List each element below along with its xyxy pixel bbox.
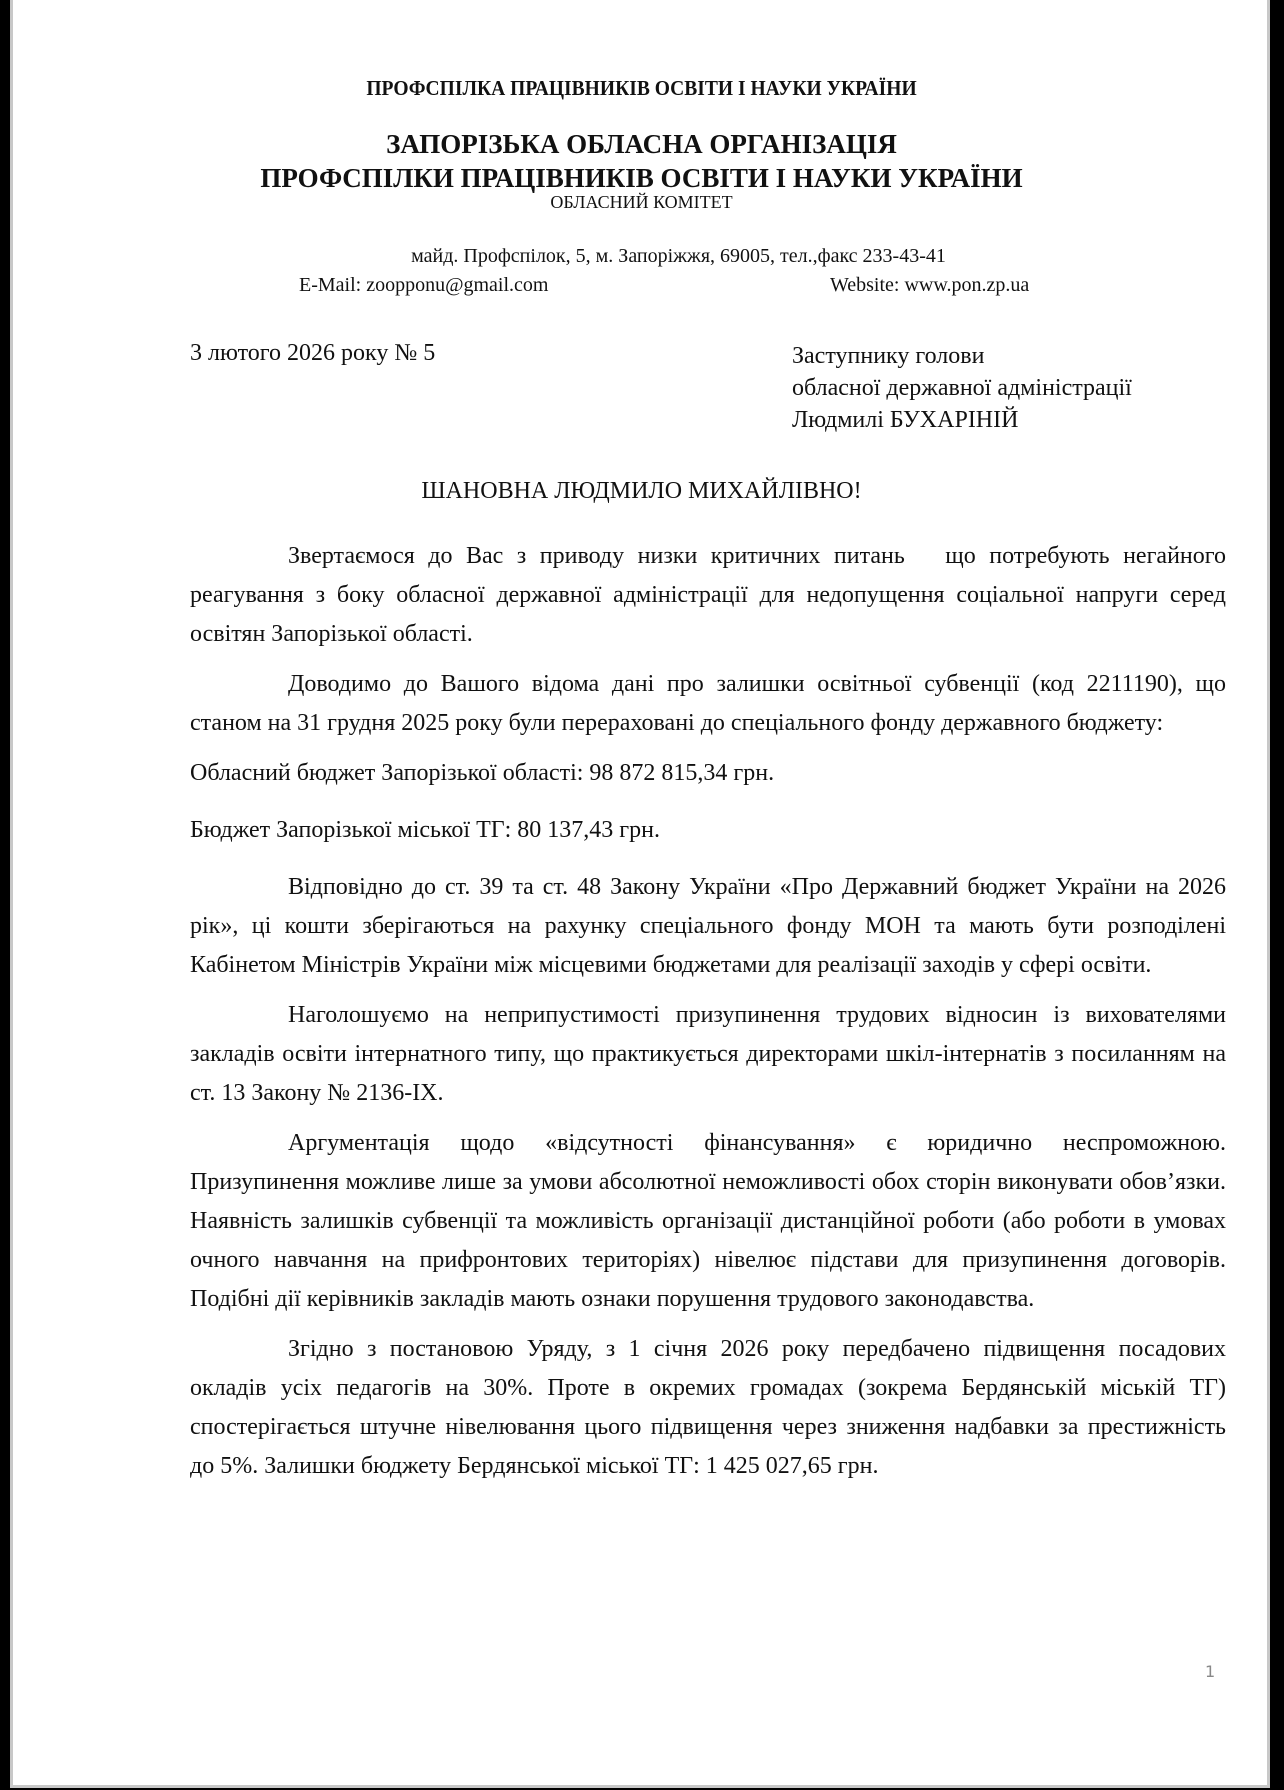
website-line: Website: www.pon.zp.ua [830,274,1030,296]
paragraph-appeal: Звертаємося до Вас з приводу низки критичних питань що потребують негайного реагування з боку обласної державної адміністрації для недопущення соціальної напруги серед освітян Запорізької області. [190,543,1232,647]
date-and-number: 3 лютого 2026 року № 5 [190,340,436,366]
union-name-heading: ПРОФСПІЛКА ПРАЦІВНИКІВ ОСВІТИ І НАУКИ УКРАЇНИ [366,76,917,100]
paragraph-salary-increase: Згідно з постановою Уряду, з 1 січня 2026 року передбачено підвищення посадових окладів усіх педагогів на 30%. Проте в окремих громадах (зокрема Бердянській міській ТГ) спостерігається штучне нівелювання цього підвищення через зниження надбавки за престижність до 5%. Залишки бюджету Бердянської міської ТГ: 1 425 027,65 грн. [190,1336,1226,1479]
paragraph-suspension: Наголошуємо на неприпустимості призупинення трудових відносин із вихователями закладів освіти інтернатного типу, що практикується директорами шкіл-інтернатів з посиланням на ст. 13 Закону № 2136-IX. [190,1002,1226,1106]
paragraph-law-reference: Відповідно до ст. 39 та ст. 48 Закону України «Про Державний бюджет України на 2026 рік», ці кошти зберігаються на рахунку спеціального фонду МОН та мають бути розподілені Кабінетом Міністрів України між місцевими бюджетами для реалізації заходів у сфері освіти. [190,874,1226,978]
city-budget-balance: Бюджет Запорізької міської ТГ: 80 137,43 грн. [190,817,660,843]
paragraph-argumentation: Аргументація щодо «відсутності фінансування» є юридично неспроможною. Призупинення можливе лише за умови абсолютної неможливості обох сторін виконувати обов’язки. Наявність залишків субвенції та можливість організації дистанційної роботи (або роботи в умовах очного навчання на прифронтових територіях) нівелює підстави для призупинення договорів. Подібні дії керівників закладів мають ознаки порушення трудового законодавства. [190,1130,1226,1312]
recipient-organization: обласної державної адміністрації [792,375,1132,401]
salutation: ШАНОВНА ЛЮДМИЛО МИХАЙЛІВНО! [421,478,862,504]
letter-body [190,537,1232,1497]
page-number: 1 [1205,1662,1216,1681]
recipient-position: Заступнику голови [792,343,985,369]
document-page [10,0,1270,1788]
paragraph-subvention: Доводимо до Вашого відома дані про залишки освітньої субвенції (код 2211190), що станом на 31 грудня 2025 року були перераховані до спеціального фонду державного бюджету: [190,671,1226,736]
org-name-line1: ЗАПОРІЗЬКА ОБЛАСНА ОРГАНІЗАЦІЯ [386,129,897,159]
recipient-name: Людмилі БУХАРІНІЙ [792,407,1019,433]
email-line: E-Mail: zoopponu@gmail.com [299,274,549,296]
address-line: майд. Профспілок, 5, м. Запоріжжя, 69005, тел.,факс 233-43-41 [411,245,946,267]
committee-label: ОБЛАСНИЙ КОМІТЕТ [550,192,733,212]
recipient-block [792,340,1132,436]
regional-budget-balance: Обласний бюджет Запорізької області: 98 872 815,34 грн. [190,760,775,786]
org-name-line2: ПРОФСПІЛКИ ПРАЦІВНИКІВ ОСВІТИ І НАУКИ УКРАЇНИ [260,163,1023,193]
